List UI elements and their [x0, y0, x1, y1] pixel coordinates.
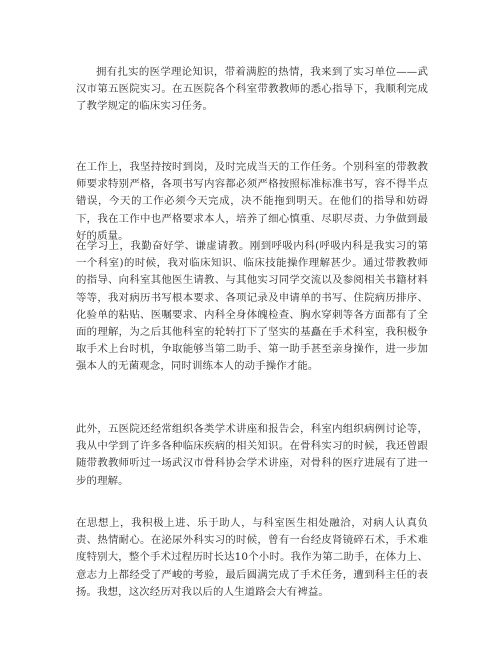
paragraph-thought: 在思想上，我积极上进、乐于助人，与科室医生相处融洽，对病人认真负责、热情耐心。在泌尿外科实习的时候，曾有一台经皮肾镜碎石术，手术难度特别大，整个手术过程历时长达10个小时。我作为第二助手，在体力上、意志力上都经受了严峻的考验，最后圆满完成了手术任务，遭到科主任的表扬。我想，这次经历对我以后的人生道路会大有裨益。	[76, 517, 428, 598]
paragraph-study: 在学习上，我勤奋好学、谦虚请教。刚到呼吸内科(呼吸内科是我实习的第一个科室)的时候，我对临床知识、临床技能操作理解甚少。通过带教教师的指导、向科室其他医生请教、与其他实习同学交流以及参阅相关书籍材料等等，我对病历书写根本要求、各项记录及申请单的书写、住院病历排序、化验单的粘贴、医嘱要求、内科全身体魄检查、胸水穿刺等各方面都有了全面的理解，为之后其他科室的轮转打下了坚实的基矗在手术科室，我积极争取手术上台时机，争取能够当第二助手、第一助手甚至亲身操作，进一步加强本人的无菌观念，同时训练本人的动手操作才能。	[76, 240, 428, 373]
paragraph-lectures: 此外，五医院还经常组织各类学术讲座和报告会，科室内组织病例讨论等，我从中学到了许多各种临床疾病的相关知识。在骨科实习的时候，我还曾跟随带教教师听过一场武汉市骨科协会学术讲座，对骨科的医疗进展有了进一步的理解。	[76, 423, 428, 487]
paragraph-intro: 拥有扎实的医学理论知识，带着满腔的热情，我来到了实习单位——武汉市第五医院实习。在五医院各个科室带教教师的悉心指导下，我顺利完成了教学规定的临床实习任务。	[76, 66, 428, 113]
paragraph-work: 在工作上，我坚持按时到岗，及时完成当天的工作任务。个别科室的带教教师要求特别严格，各项书写内容都必须严格按照标准标准书写，容不得半点错误，今天的工作必须今天完成，决不能拖到明天。在他们的指导和妨碍下，我在工作中也严格要求本人，培养了细心慎重、尽职尽责、力争做到最好的质量。	[76, 161, 428, 242]
